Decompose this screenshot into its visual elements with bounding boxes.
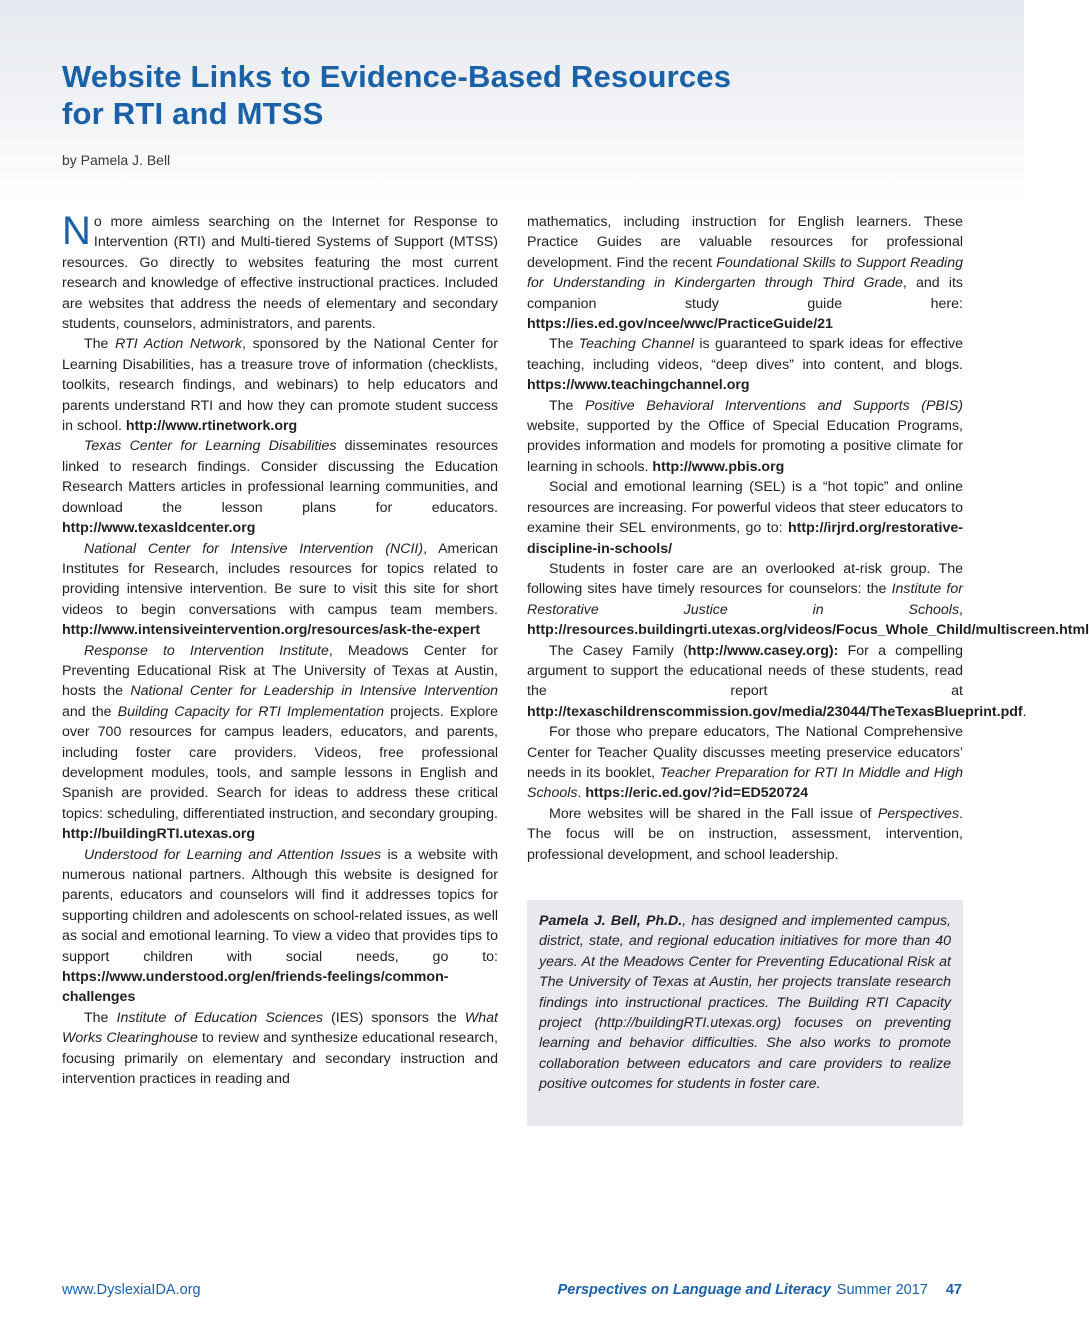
title-line-1: Website Links to Evidence-Based Resources [62, 59, 732, 94]
paragraph-text: is a website with numerous national partners. Although this website is designed for parents, educators and counselors will find it addresses topics for supporting children and adolescents on school-related issues, as well as social and emotional learning. To view a video that provides tips to support children with social needs, go to: [62, 846, 498, 965]
drop-cap: N [62, 209, 91, 253]
resource-name: Perspectives [877, 805, 960, 822]
paragraph-text: and the [62, 703, 118, 720]
buildingrti-link[interactable]: http://buildingRTI.utexas.org [62, 826, 256, 843]
understood-link[interactable]: https://www.understood.org/en/friends-feelings/common-challenges [62, 969, 449, 1006]
paragraph-text: . [577, 785, 586, 802]
footer-publication [558, 1282, 962, 1298]
paragraph-text: The [549, 336, 579, 353]
paragraph-text: More websites will be shared in the Fall issue of [549, 805, 878, 822]
resource-name: Foundational Skills to Support Reading for Understanding in Kindergarten through Third Grade [527, 254, 963, 292]
paragraph-intro [62, 209, 498, 334]
title-line-2: for RTI and MTSS [62, 96, 324, 131]
resource-name: Response to Intervention Institute [84, 642, 329, 659]
resource-name: National Center for Leadership in Intensive Intervention [130, 683, 498, 700]
paragraph-text: projects. Explore over 700 resources for campus leaders, educators, and parents, including foster care providers. Videos, free professional development modules, tools, and sample lessons in English and Spanish are provided. Search for ideas to address these critical topics: scheduling, differentiated instruction, and secondary grouping. [62, 703, 498, 822]
texasldcenter-link[interactable]: http://www.texasldcenter.org [62, 520, 256, 537]
resource-name: Institute of Education Sciences [116, 1009, 323, 1026]
paragraph-sel [527, 477, 963, 559]
resource-name: RTI Action Network [115, 336, 242, 353]
author-name: Pamela J. Bell, Ph.D. [539, 913, 683, 929]
page-footer [62, 1282, 962, 1302]
paragraph-text: . [1022, 703, 1027, 720]
paragraph-text: , American Institutes for Research, includes resources for topics related to providing intensive intervention. Be sure to visit this site for short videos to begin conversations with campus team members. [62, 540, 498, 618]
irjrd-link[interactable]: http://irjrd.org/restorative-discipline-in-schools/ [527, 520, 963, 557]
teachingchannel-link[interactable]: https://www.teachingchannel.org [527, 377, 750, 394]
resource-name: Texas Center for Learning Disabilities [84, 438, 337, 455]
resource-name: What Works Clearinghouse [62, 1009, 498, 1047]
texas-blueprint-link[interactable]: http://texaschildrenscommission.gov/media/23044/TheTexasBlueprint.pdf [527, 703, 1023, 720]
resource-name: National Center for Intensive Intervention (NCII) [84, 540, 424, 557]
paragraph-rti-institute [62, 641, 498, 845]
resource-name: Institute for Restorative Justice in Schools [527, 581, 963, 618]
author-bio-text: , has designed and implemented campus, district, state, and regional education initiatives for more than 40 years. At the Meadows Center for Preventing Educational Risk at The University of Texas at Austin, her projects translate research findings into instructional practices. The Building RTI Capacity project (http://buildingRTI.utexas.org) focuses on preventing learning and behavior difficulties. She also works to promote collaboration between educators and care providers to realize positive outcomes for students in foster care. [539, 913, 951, 1093]
paragraph-teacher-quality [527, 722, 963, 804]
paragraph-text: The [84, 1009, 117, 1026]
paragraph-text: o more aimless searching on the Internet for Response to Intervention (RTI) and Multi-tiered Systems of Support (MTSS) resources. Go directly to websites featuring the most current research and knowledge of effective instructional practices. Included are websites that address the needs of elementary and secondary students, counselors, administrators, and parents. [62, 214, 498, 333]
paragraph-casey-family [527, 641, 1027, 723]
paragraph-understood [62, 845, 498, 1008]
paragraph-ies [62, 1008, 498, 1090]
ies-practice-guide-link[interactable]: https://ies.ed.gov/ncee/wwc/PracticeGuide/21 [527, 316, 833, 333]
paragraph-pbis [527, 396, 963, 478]
paragraph-text: The [84, 336, 116, 353]
paragraph-text: (IES) sponsors the [322, 1009, 465, 1026]
resource-name: Teaching Channel [578, 336, 695, 353]
resource-name: Building Capacity for RTI Implementation [117, 703, 385, 720]
paragraph-text: . The focus will be on instruction, assessment, intervention, professional development, and school leadership. [527, 805, 963, 863]
paragraph-texas-ld-center [62, 436, 498, 538]
eric-link[interactable]: https://eric.ed.gov/?id=ED520724 [585, 785, 809, 802]
paragraph-text: For a compelling argument to support the educational needs of these students, read the report at [527, 642, 963, 700]
paragraph-text: The Casey Family ( [549, 642, 688, 659]
page-number: 47 [945, 1282, 962, 1298]
casey-link[interactable]: http://www.casey.org): [687, 642, 839, 659]
rtinetwork-link[interactable]: http://www.rtinetwork.org [125, 418, 298, 435]
footer-website-link[interactable]: www.DyslexiaIDA.org [62, 1282, 201, 1298]
article-title [62, 58, 731, 132]
author-bio-box [527, 900, 963, 1126]
right-column [527, 212, 1089, 865]
paragraph-text: is guaranteed to spark ideas for effective teaching, including videos, “deep dives” into content, and blogs. [527, 336, 963, 373]
resource-name: Positive Behavioral Interventions and Supports (PBIS) [585, 397, 964, 414]
paragraph-text: , sponsored by the National Center for Learning Disabilities, has a treasure trove of information (checklists, toolkits, research findings, and webinars) to help educators and parents understand RTI and how they can promote student success in school. [62, 336, 499, 435]
paragraph-text: , Meadows Center for Preventing Educational Risk at The University of Texas at Austin, hosts the [62, 642, 498, 700]
resource-name: Understood for Learning and Attention Issues [84, 846, 382, 863]
byline: by Pamela J. Bell [62, 152, 171, 168]
paragraph-text: website, supported by the Office of Special Education Programs, provides information and models for promoting a positive climate for learning in schools. [527, 418, 963, 475]
paragraph-text: The [549, 397, 586, 414]
restorative-justice-link[interactable]: http://resources.buildingrti.utexas.org/videos/Focus_Whole_Child/multiscreen.html [527, 622, 1089, 639]
paragraph-text: Students in foster care are an overlooked at-risk group. The following sites have timely resources for counselors: the [527, 560, 963, 598]
paragraph-text: mathematics, including instruction for English learners. These Practice Guides are valuable resources for professional development. Find the recent [527, 214, 963, 271]
paragraph-teaching-channel [527, 334, 963, 395]
paragraph-practice-guides [527, 212, 963, 334]
paragraph-text: disseminates resources linked to research findings. Consider discussing the Education Research Matters articles in professional learning communities, and download the lesson plans for educators. [62, 438, 498, 516]
intensiveintervention-link[interactable]: http://www.intensiveintervention.org/resources/ask-the-expert [62, 622, 481, 639]
paragraph-text: , [959, 601, 963, 618]
resource-name: Teacher Preparation for RTI In Middle and High Schools [527, 764, 963, 802]
issue-label: Summer 2017 [836, 1282, 928, 1298]
left-column [62, 209, 499, 1089]
paragraph-closing [527, 804, 963, 865]
pbis-link[interactable]: http://www.pbis.org [652, 458, 785, 475]
paragraph-rti-action-network [62, 334, 498, 436]
paragraph-text: Social and emotional learning (SEL) is a “hot topic” and online resources are increasing. For powerful videos that steer educators to examine their SEL environments, go to: [527, 479, 963, 537]
paragraph-text: to review and synthesize educational research, focusing primarily on elementary and secondary instruction and intervention practices in reading and [62, 1030, 498, 1088]
paragraph-text: , and its companion study guide here: [527, 275, 963, 312]
paragraph-ncii [62, 539, 498, 641]
journal-title: Perspectives on Language and Literacy [557, 1282, 831, 1298]
paragraph-foster-care [527, 559, 1089, 641]
paragraph-text: For those who prepare educators, The National Comprehensive Center for Teacher Quality discusses meeting preservice educators’ needs in its booklet, [527, 724, 963, 781]
